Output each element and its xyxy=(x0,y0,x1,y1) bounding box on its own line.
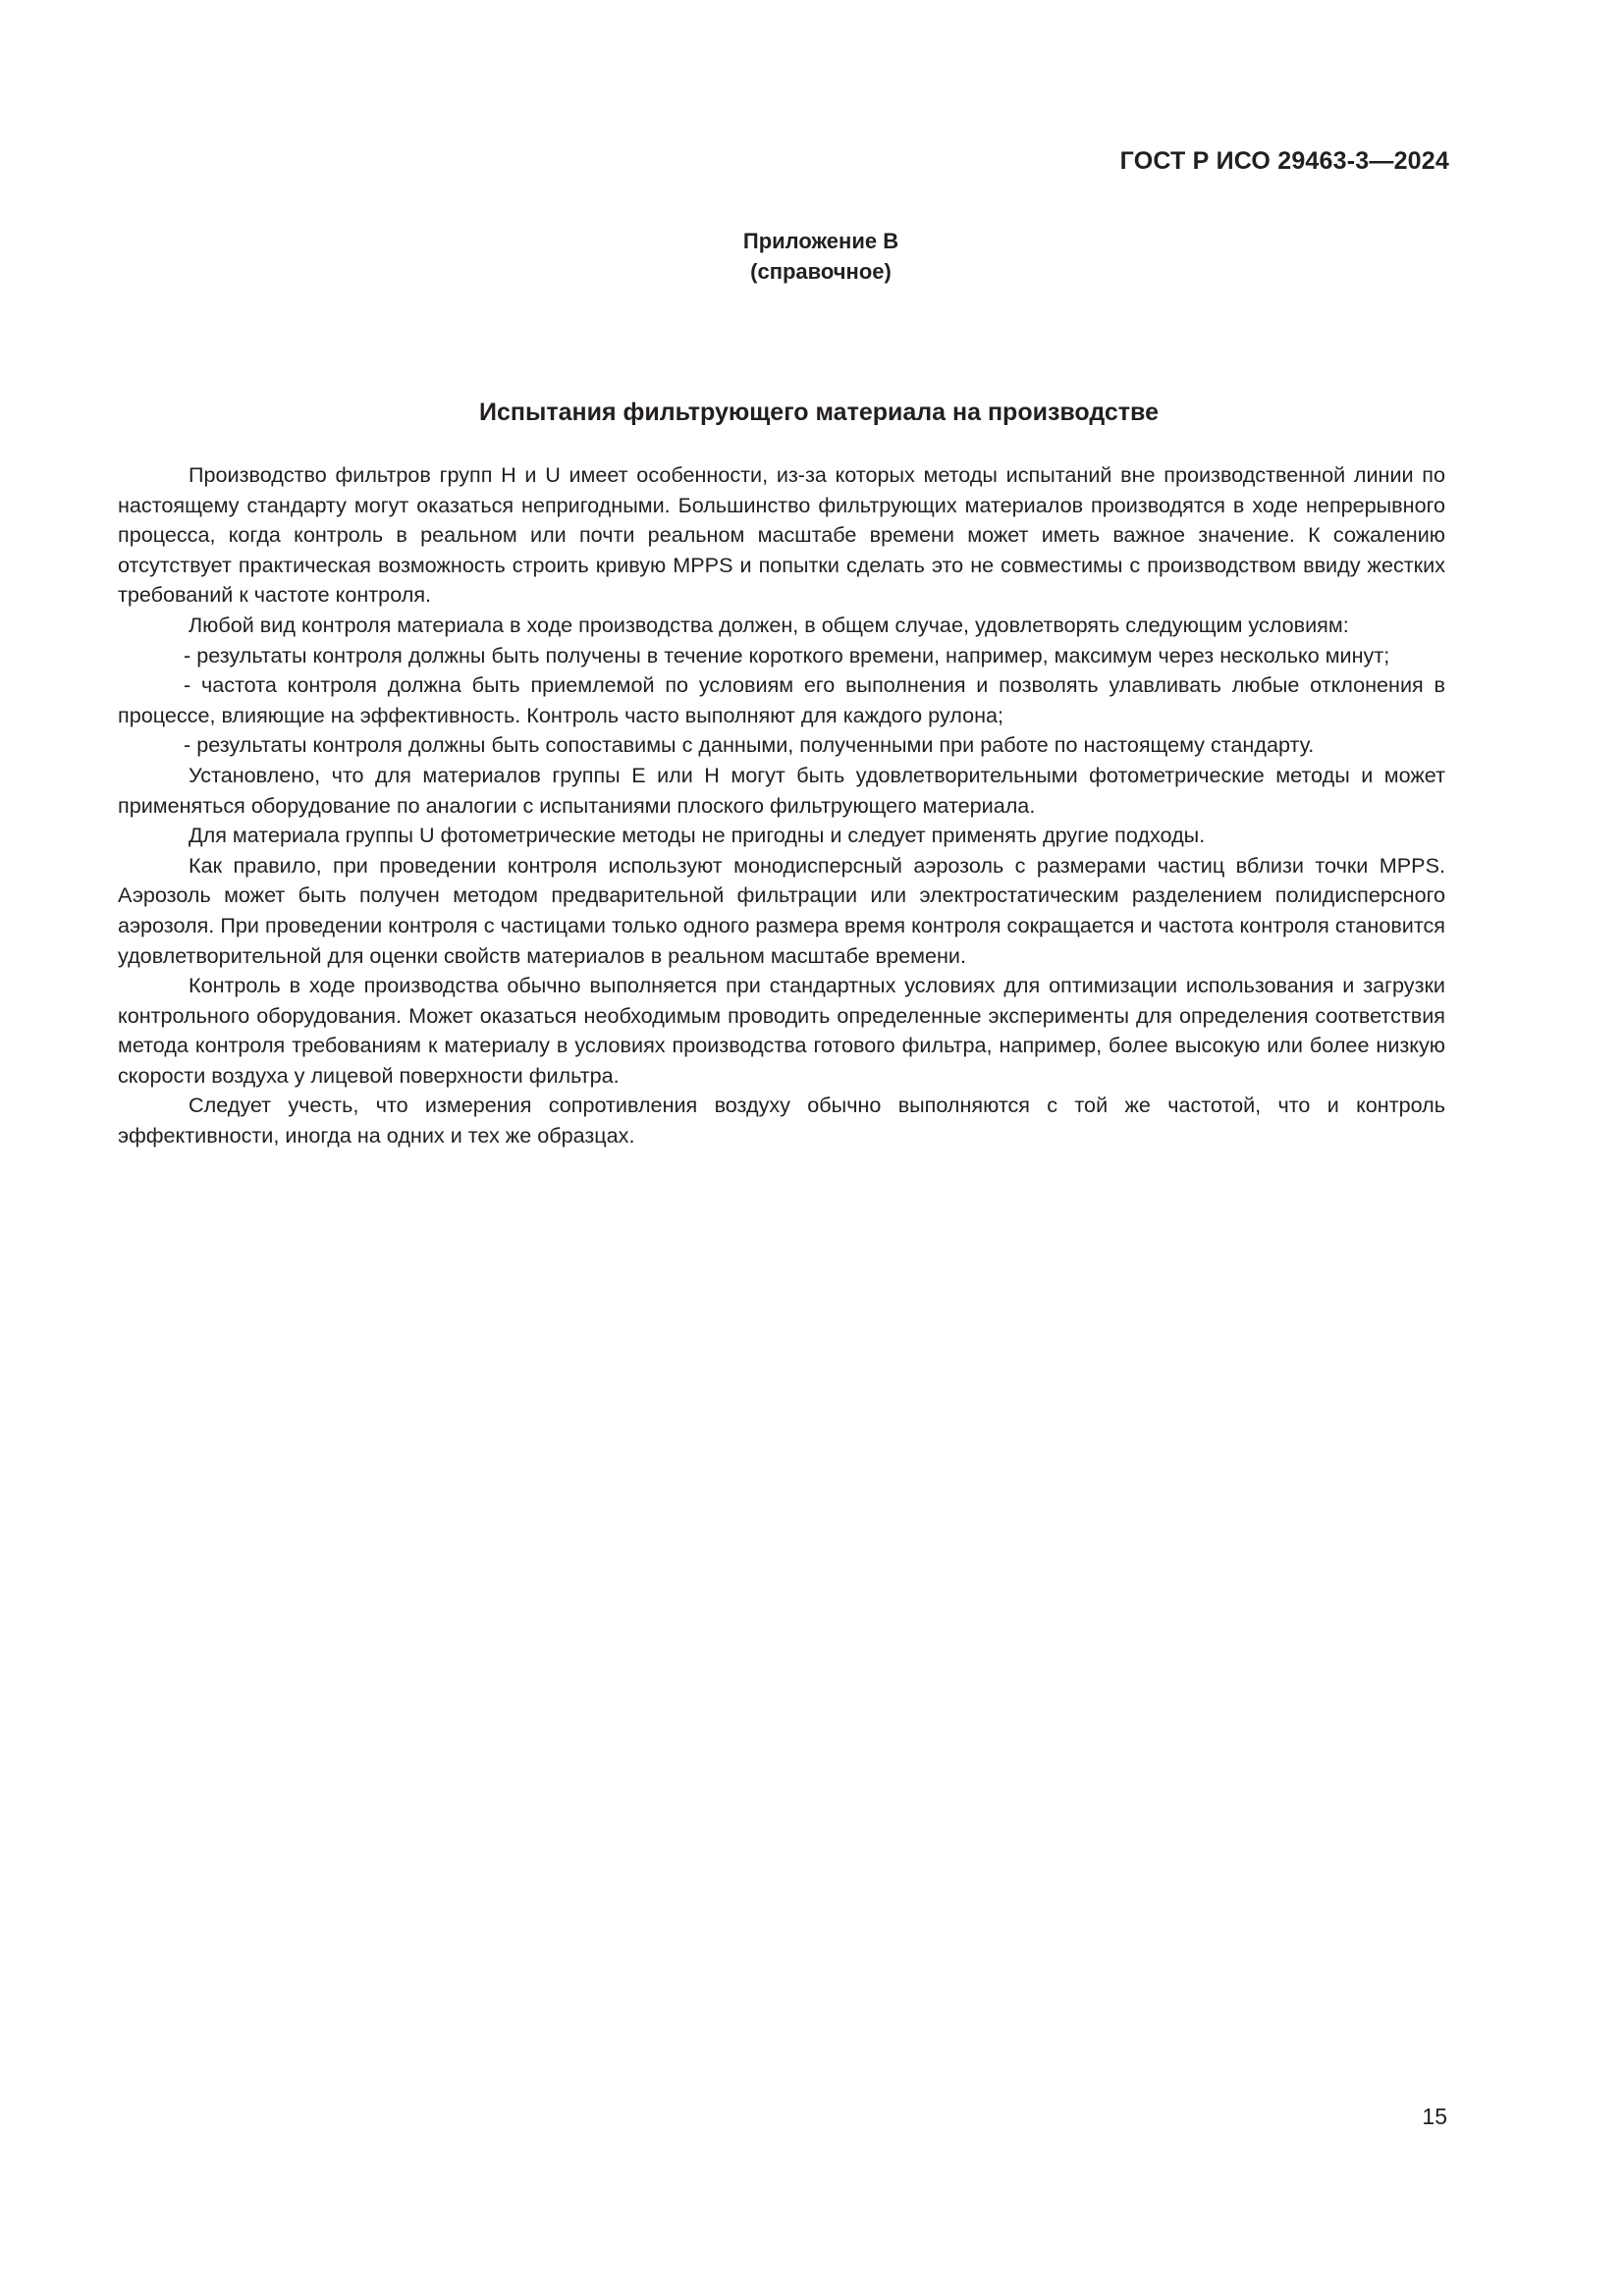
paragraph: Как правило, при проведении контроля используют монодисперсный аэрозоль с размерами частиц вблизи точки MPPS. Аэрозоль может быть получен методом предварительной фильтрации или электростатическим разделением полидисперсного аэрозоля. При проведении контроля с частицами только одного размера время контроля сокращается и частота контроля становится удовлетворительной для оценки свойств материалов в реальном масштабе времени. xyxy=(118,852,1445,968)
paragraph: Следует учесть, что измерения сопротивления воздуху обычно выполняются с той же частотой, что и контроль эффективности, иногда на одних и тех же образцах. xyxy=(118,1093,1445,1148)
page-number: 15 xyxy=(1422,2104,1447,2129)
annex-heading xyxy=(0,226,1624,287)
paragraph: Любой вид контроля материала в ходе производства должен, в общем случае, удовлетворять следующим условиям: xyxy=(189,612,1349,637)
paragraph: Производство фильтров групп H и U имеет особенности, из-за которых методы испытаний вне производственной линии по настоящему стандарту могут оказаться непригодными. Большинство фильтрующих материалов производятся в ходе непрерывного процесса, когда контроль в реальном или почти реальном масштабе времени может иметь важное значение. К сожалению отсутствует практическая возможность строить кривую MPPS и попытки сделать это не совместимы с производством ввиду жестких требований к частоте контроля. xyxy=(118,462,1445,608)
paragraph: Контроль в ходе производства обычно выполняется при стандартных условиях для оптимизации использования и загрузки контрольного оборудования. Может оказаться необходимым проводить определенные эксперименты для определения соответствия метода контроля требованиям к материалу в условиях производства готового фильтра, например, более высокую или более низкую скорости воздуха у лицевой поверхности фильтра. xyxy=(118,973,1445,1088)
annex-title: Приложение В xyxy=(742,229,899,253)
section-title: Испытания фильтрующего материала на производстве xyxy=(479,399,1159,426)
body-text xyxy=(118,460,1445,1151)
paragraph: Установлено, что для материалов группы E или H могут быть удовлетворительными фотометрические методы и может применяться оборудование по аналогии с испытаниями плоского фильтрующего материала. xyxy=(118,762,1445,818)
paragraph: Для материала группы U фотометрические методы не пригодны и следует применять другие подходы. xyxy=(189,823,1206,848)
list-item: - частота контроля должна быть приемлемой по условиям его выполнения и позволять улавливать любые отклонения в процессе, влияющие на эффективность. Контроль часто выполняют для каждого рулона; xyxy=(118,672,1445,727)
list-item: - результаты контроля должны быть сопоставимы с данными, полученными при работе по настоящему стандарту. xyxy=(184,732,1315,758)
annex-status: (справочное) xyxy=(750,259,892,284)
document-code: ГОСТ Р ИСО 29463-3—2024 xyxy=(1119,147,1449,175)
list-item: - результаты контроля должны быть получены в течение короткого времени, например, максимум через несколько минут; xyxy=(184,642,1390,667)
